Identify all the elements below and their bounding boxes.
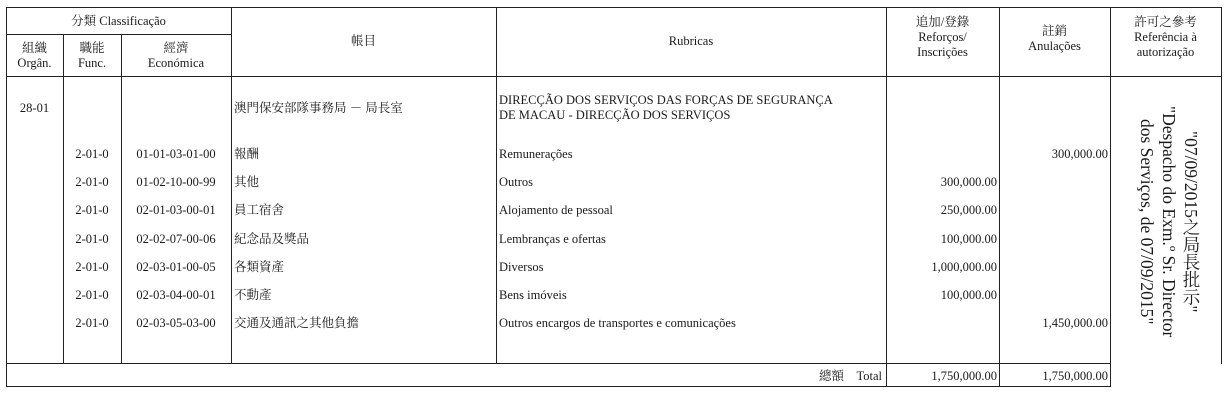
row-rubrica-zh: 不動產 <box>234 288 272 302</box>
header-anulacoes-pt: Anulações <box>1028 39 1081 53</box>
row-reforco: 100,000.00 <box>940 288 997 302</box>
row-func: 2-01-0 <box>75 232 109 246</box>
row-anulacao: 300,000.00 <box>1051 147 1108 161</box>
header-econ <box>121 41 231 71</box>
header-classificacao: 分類 Classificação <box>71 14 166 28</box>
row-func: 2-01-0 <box>75 260 109 274</box>
header-func-pt: Func. <box>77 56 107 70</box>
row-func: 2-01-0 <box>75 203 109 217</box>
header-reforcos-zh: 追加/登錄 <box>915 15 970 29</box>
row-econ: 01-02-10-00-99 <box>136 175 216 189</box>
rule-col-anulacoes <box>999 7 1000 387</box>
rule-top <box>6 7 1222 8</box>
row-func: 2-01-0 <box>75 175 109 189</box>
row-rubrica-zh: 員工宿舍 <box>234 203 285 217</box>
header-func-zh: 職能 <box>79 41 105 55</box>
total-anulacoes: 1,750,000.00 <box>1042 369 1108 383</box>
header-func <box>63 41 121 71</box>
total-label: 總額 Total <box>818 369 882 383</box>
row-func: 2-01-0 <box>75 316 109 330</box>
row-reforco: 1,000,000.00 <box>931 260 997 274</box>
rule-col-ref <box>1110 7 1111 387</box>
row-econ: 02-03-05-03-00 <box>136 316 216 330</box>
header-ref-pt2: autorização <box>1136 45 1195 59</box>
header-rubrica-pt: Rubricas <box>668 34 714 48</box>
rule-bottom <box>6 386 1110 387</box>
row-rubrica-zh: 各類資產 <box>234 260 285 274</box>
row-rubrica-zh: 交通及通訊之其他負擔 <box>234 316 360 330</box>
row-econ: 02-03-04-00-01 <box>136 288 216 302</box>
row-rubrica-pt: Outros encargos de transportes e comunicações <box>499 316 736 330</box>
row-econ: 02-03-01-00-05 <box>136 260 216 274</box>
header-organ <box>6 41 63 71</box>
rule-class-split <box>6 34 231 35</box>
header-reforcos-pt2: Inscrições <box>917 45 968 59</box>
org-code: 28-01 <box>19 101 50 115</box>
rule-header-bottom <box>6 76 1222 77</box>
rule-col-econ <box>231 7 232 364</box>
row-anulacao: 1,450,000.00 <box>1042 316 1108 330</box>
row-rubrica-pt: Lembranças e ofertas <box>499 232 606 246</box>
row-func: 2-01-0 <box>75 288 109 302</box>
header-econ-zh: 經濟 <box>163 41 189 55</box>
header-ref-pt1: Referência à <box>1134 30 1197 44</box>
reference-line3: dos Serviços, de 07/09/2015" <box>1137 119 1157 325</box>
rule-col-reforcos <box>886 7 887 387</box>
org-name-zh: 澳門保安部隊事務局 － 局長室 <box>234 101 403 115</box>
row-func: 2-01-0 <box>75 147 109 161</box>
rule-col-func <box>121 34 122 364</box>
rule-col-organ <box>63 34 64 364</box>
row-rubrica-pt: Outros <box>499 175 534 189</box>
header-anulacoes-zh: 註銷 <box>1041 24 1067 38</box>
reference-line2: "Despacho do Exm.º Sr. Director <box>1159 106 1179 338</box>
row-rubrica-pt: Diversos <box>499 260 544 274</box>
header-organ-pt: Orgân. <box>17 56 52 70</box>
header-rubrica-zh: 帳目 <box>350 34 376 48</box>
row-rubrica-pt: Remunerações <box>499 147 573 161</box>
total-reforcos: 1,750,000.00 <box>931 369 997 383</box>
rule-col-rubrica <box>496 7 497 364</box>
header-ref-zh: 許可之參考 <box>1134 15 1197 29</box>
row-rubrica-zh: 報酬 <box>234 147 260 161</box>
row-rubrica-pt: Bens imóveis <box>499 288 567 302</box>
row-rubrica-pt: Alojamento de pessoal <box>499 203 613 217</box>
row-econ: 02-02-07-00-06 <box>136 232 216 246</box>
org-name-pt-line2: DE MACAU - DIRECÇÃO DOS SERVIÇOS <box>499 108 731 122</box>
row-rubrica-zh: 其他 <box>234 175 260 189</box>
header-organ-zh: 組織 <box>21 41 47 55</box>
row-econ: 02-01-03-00-01 <box>136 203 216 217</box>
org-name-pt-line1: DIRECÇÃO DOS SERVIÇOS DAS FORÇAS DE SEGURANÇA <box>499 93 833 107</box>
header-ref <box>1110 15 1221 60</box>
row-reforco: 250,000.00 <box>940 203 997 217</box>
header-econ-pt: Económica <box>147 56 205 70</box>
row-reforco: 100,000.00 <box>940 232 997 246</box>
header-reforcos-pt1: Reforços/ <box>918 30 967 44</box>
reference-line1: "07/09/2015之局長批示" <box>1181 131 1201 313</box>
header-anulacoes <box>999 24 1110 54</box>
row-rubrica-zh: 紀念品及獎品 <box>234 232 310 246</box>
rule-total-top <box>6 363 1110 364</box>
row-econ: 01-01-03-01-00 <box>136 147 216 161</box>
header-reforcos <box>886 15 999 60</box>
row-reforco: 300,000.00 <box>940 175 997 189</box>
authorization-reference <box>1116 82 1222 362</box>
